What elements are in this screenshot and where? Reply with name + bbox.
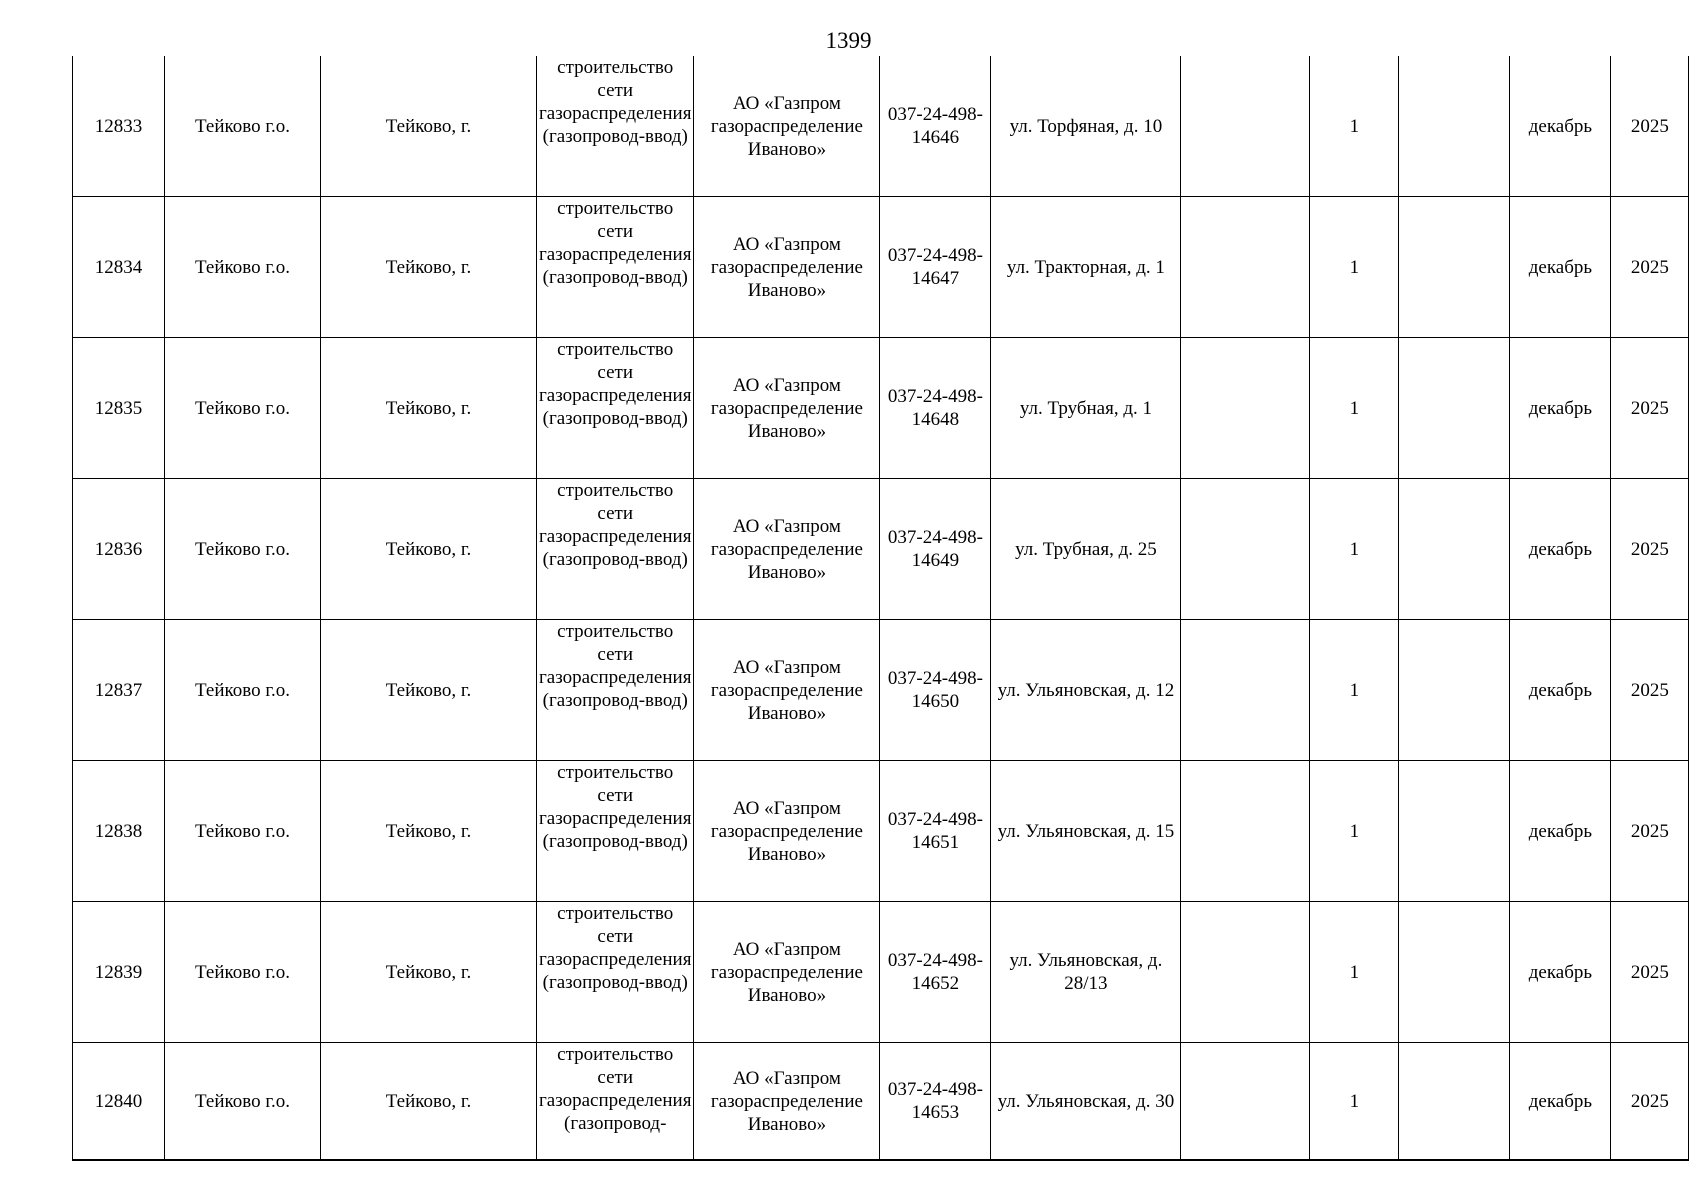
table-row [73,197,1689,338]
count: 1 [1349,538,1360,560]
year-cell [1611,479,1689,620]
operator-cell [694,902,880,1043]
row-id: 12833 [94,115,143,137]
locality-cell [321,902,537,1043]
work-type-cell [537,1043,694,1161]
locality: Тейково, г. [385,961,472,983]
locality: Тейково, г. [385,679,472,701]
district: Тейково г.о. [195,679,290,701]
object-code: 037-24-498-14650 [887,668,983,712]
row-id-cell [73,761,165,902]
count: 1 [1349,1090,1360,1112]
object-code: 037-24-498-14653 [887,1079,983,1123]
year: 2025 [1630,1090,1669,1112]
address-cell [991,620,1181,761]
object-code-cell [880,902,991,1043]
locality-cell [321,620,537,761]
object-code-cell [880,479,991,620]
table-row [73,338,1689,479]
work-type: строительство сети газораспределения (газопровод-ввод) [539,198,692,288]
month: декабрь [1528,538,1593,560]
object-code: 037-24-498-14652 [887,950,983,994]
address: ул. Ульяновская, д. 15 [997,820,1175,842]
operator: АО «Газпром газораспределение Иваново» [710,515,863,583]
operator: АО «Газпром газораспределение Иваново» [710,374,863,442]
row-id-cell [73,620,165,761]
month-cell [1510,338,1611,479]
work-type: строительство сети газораспределения (газопровод-ввод) [539,57,692,147]
empty-cell-10 [1399,1043,1510,1161]
month-cell [1510,56,1611,197]
address: ул. Трубная, д. 25 [1015,538,1157,560]
row-id-cell [73,197,165,338]
empty-cell-8 [1181,197,1310,338]
district: Тейково г.о. [195,115,290,137]
address-cell [991,761,1181,902]
table-row [73,479,1689,620]
year-cell [1611,1043,1689,1161]
operator: АО «Газпром газораспределение Иваново» [710,233,863,301]
operator: АО «Газпром газораспределение Иваново» [710,92,863,160]
row-id: 12838 [94,820,143,842]
year: 2025 [1630,679,1669,701]
row-id: 12839 [94,961,143,983]
district-cell [165,1043,321,1161]
object-code: 037-24-498-14647 [887,245,983,289]
row-id-cell [73,902,165,1043]
empty-cell-8 [1181,761,1310,902]
count-cell [1310,56,1399,197]
address: ул. Трубная, д. 1 [1019,397,1153,419]
month: декабрь [1528,397,1593,419]
locality: Тейково, г. [385,397,472,419]
empty-cell-8 [1181,620,1310,761]
address-cell [991,197,1181,338]
object-code-cell [880,761,991,902]
operator-cell [694,338,880,479]
locality: Тейково, г. [385,115,472,137]
count: 1 [1349,961,1360,983]
work-type-cell [537,197,694,338]
district-cell [165,479,321,620]
count-cell [1310,902,1399,1043]
month: декабрь [1528,961,1593,983]
address-cell [991,902,1181,1043]
operator-cell [694,197,880,338]
district-cell [165,197,321,338]
empty-cell-10 [1399,902,1510,1043]
count-cell [1310,620,1399,761]
object-code-cell [880,197,991,338]
work-type: строительство сети газораспределения (газопровод- [539,1044,692,1134]
table-row [73,902,1689,1043]
count-cell [1310,197,1399,338]
year-cell [1611,761,1689,902]
table-body [73,56,1689,1160]
row-id-cell [73,479,165,620]
year-cell [1611,56,1689,197]
empty-cell-8 [1181,479,1310,620]
operator-cell [694,761,880,902]
locality-cell [321,197,537,338]
object-code: 037-24-498-14651 [887,809,983,853]
work-type-cell [537,620,694,761]
operator-cell [694,56,880,197]
address: ул. Ульяновская, д. 28/13 [1009,950,1163,994]
table-row [73,620,1689,761]
year: 2025 [1630,538,1669,560]
operator: АО «Газпром газораспределение Иваново» [710,656,863,724]
row-id-cell [73,1043,165,1161]
district: Тейково г.о. [195,256,290,278]
empty-cell-10 [1399,338,1510,479]
work-type-cell [537,56,694,197]
empty-cell-10 [1399,620,1510,761]
table-row [73,1043,1689,1161]
empty-cell-8 [1181,338,1310,479]
year: 2025 [1630,115,1669,137]
registry-table [72,56,1689,1161]
row-id: 12836 [94,538,143,560]
empty-cell-10 [1399,197,1510,338]
district: Тейково г.о. [195,1090,290,1112]
object-code-cell [880,56,991,197]
month-cell [1510,620,1611,761]
object-code-cell [880,1043,991,1161]
address: ул. Ульяновская, д. 12 [997,679,1175,701]
year: 2025 [1630,256,1669,278]
count-cell [1310,1043,1399,1161]
operator: АО «Газпром газораспределение Иваново» [710,1067,863,1135]
operator: АО «Газпром газораспределение Иваново» [710,938,863,1006]
district-cell [165,620,321,761]
object-code-cell [880,620,991,761]
row-id: 12837 [94,679,143,701]
month: декабрь [1528,115,1593,137]
work-type: строительство сети газораспределения (газопровод-ввод) [539,621,692,711]
locality: Тейково, г. [385,1090,472,1112]
object-code-cell [880,338,991,479]
work-type: строительство сети газораспределения (газопровод-ввод) [539,762,692,852]
count: 1 [1349,679,1360,701]
district-cell [165,902,321,1043]
count: 1 [1349,115,1360,137]
address-cell [991,56,1181,197]
work-type-cell [537,479,694,620]
year-cell [1611,620,1689,761]
row-id: 12835 [94,397,143,419]
count-cell [1310,761,1399,902]
table-row [73,761,1689,902]
year: 2025 [1630,397,1669,419]
district: Тейково г.о. [195,961,290,983]
month: декабрь [1528,679,1593,701]
district-cell [165,761,321,902]
empty-cell-10 [1399,56,1510,197]
year-cell [1611,902,1689,1043]
month-cell [1510,1043,1611,1161]
row-id: 12840 [94,1090,143,1112]
table-row [73,56,1689,197]
operator-cell [694,479,880,620]
operator-cell [694,620,880,761]
address-cell [991,338,1181,479]
empty-cell-8 [1181,1043,1310,1161]
month: декабрь [1528,1090,1593,1112]
empty-cell-8 [1181,902,1310,1043]
locality-cell [321,761,537,902]
count: 1 [1349,397,1360,419]
locality-cell [321,479,537,620]
object-code: 037-24-498-14648 [887,386,983,430]
month-cell [1510,197,1611,338]
row-id-cell [73,338,165,479]
locality: Тейково, г. [385,538,472,560]
operator: АО «Газпром газораспределение Иваново» [710,797,863,865]
row-id: 12834 [94,256,143,278]
count-cell [1310,338,1399,479]
count: 1 [1349,820,1360,842]
month: декабрь [1528,820,1593,842]
empty-cell-10 [1399,761,1510,902]
object-code: 037-24-498-14649 [887,527,983,571]
locality-cell [321,338,537,479]
address: ул. Ульяновская, д. 30 [997,1090,1175,1112]
year-cell [1611,197,1689,338]
district: Тейково г.о. [195,397,290,419]
address-cell [991,479,1181,620]
year-cell [1611,338,1689,479]
work-type: строительство сети газораспределения (газопровод-ввод) [539,903,692,993]
work-type: строительство сети газораспределения (газопровод-ввод) [539,339,692,429]
district: Тейково г.о. [195,538,290,560]
work-type: строительство сети газораспределения (газопровод-ввод) [539,480,692,570]
locality: Тейково, г. [385,820,472,842]
year: 2025 [1630,961,1669,983]
district-cell [165,338,321,479]
month-cell [1510,902,1611,1043]
work-type-cell [537,761,694,902]
month-cell [1510,761,1611,902]
locality: Тейково, г. [385,256,472,278]
object-code: 037-24-498-14646 [887,104,983,148]
locality-cell [321,56,537,197]
page-number: 1399 [825,28,872,53]
count: 1 [1349,256,1360,278]
month-cell [1510,479,1611,620]
district-cell [165,56,321,197]
operator-cell [694,1043,880,1161]
address: ул. Торфяная, д. 10 [1009,115,1163,137]
empty-cell-10 [1399,479,1510,620]
address-cell [991,1043,1181,1161]
locality-cell [321,1043,537,1161]
district: Тейково г.о. [195,820,290,842]
month: декабрь [1528,256,1593,278]
work-type-cell [537,338,694,479]
count-cell [1310,479,1399,620]
row-id-cell [73,56,165,197]
empty-cell-8 [1181,56,1310,197]
year: 2025 [1630,820,1669,842]
address: ул. Тракторная, д. 1 [1006,256,1165,278]
work-type-cell [537,902,694,1043]
